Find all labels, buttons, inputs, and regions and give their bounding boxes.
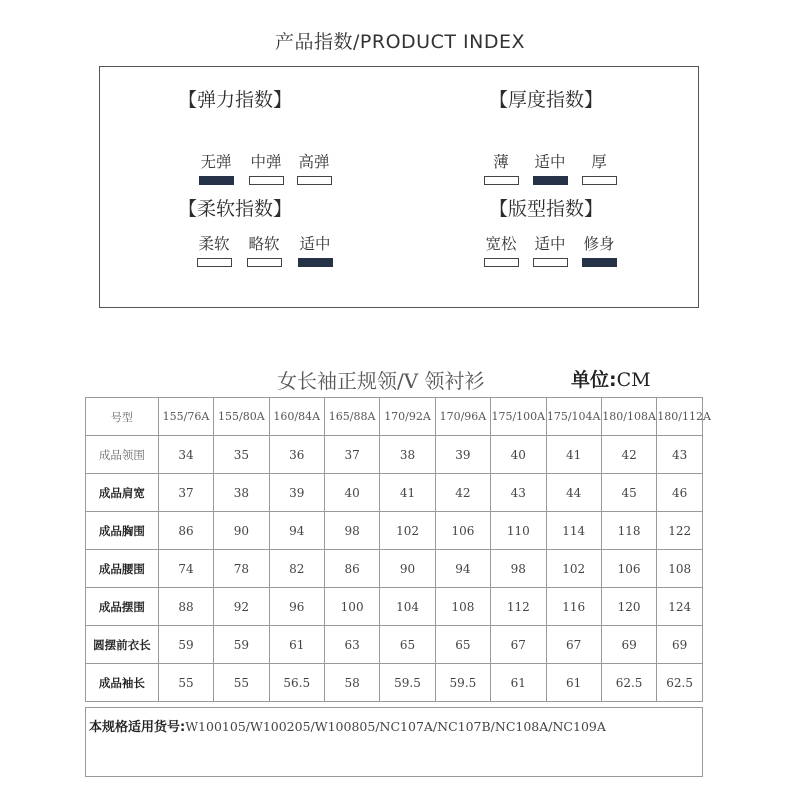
option-no-stretch: 无弹	[197, 152, 235, 185]
table-row	[86, 550, 703, 588]
table-cell: 74	[158, 550, 213, 588]
table-cell: 114	[546, 512, 601, 550]
indicator-bar	[249, 176, 284, 185]
table-cell: 100	[324, 588, 379, 626]
table-cell: 63	[324, 626, 379, 664]
table-cell: 46	[657, 474, 703, 512]
table-cell: 42	[435, 474, 490, 512]
header-cell: 180/112A	[657, 398, 703, 436]
table-cell: 34	[158, 436, 213, 474]
header-cell: 170/96A	[435, 398, 490, 436]
indicator-bar	[298, 258, 333, 267]
table-cell: 120	[601, 588, 656, 626]
table-cell: 112	[491, 588, 546, 626]
table-cell: 40	[324, 474, 379, 512]
option-moderate-softness: 适中	[296, 234, 334, 267]
table-cell: 44	[546, 474, 601, 512]
table-cell: 82	[269, 550, 324, 588]
table-row	[86, 626, 703, 664]
option-moderate-thickness: 适中	[531, 152, 569, 185]
table-cell: 41	[546, 436, 601, 474]
table-cell: 62.5	[601, 664, 656, 702]
table-cell: 94	[269, 512, 324, 550]
table-cell: 69	[657, 626, 703, 664]
note-value: W100105/W100205/W100805/NC107A/NC107B/NC108A/NC109A	[185, 719, 606, 734]
table-cell: 96	[269, 588, 324, 626]
header-cell: 170/92A	[380, 398, 435, 436]
table-cell: 86	[158, 512, 213, 550]
table-cell: 42	[601, 436, 656, 474]
table-row	[86, 474, 703, 512]
elasticity-index-title: 【弹力指数】	[177, 89, 292, 111]
table-cell: 110	[491, 512, 546, 550]
option-high-stretch: 高弹	[295, 152, 333, 185]
table-cell: 62.5	[657, 664, 703, 702]
indicator-bar	[297, 176, 332, 185]
table-cell: 118	[601, 512, 656, 550]
row-label: 成品腰围	[86, 550, 159, 588]
option-soft: 柔软	[195, 234, 233, 267]
table-cell: 94	[435, 550, 490, 588]
table-cell: 38	[380, 436, 435, 474]
table-cell: 59.5	[380, 664, 435, 702]
table-row	[86, 664, 703, 702]
header-cell: 160/84A	[269, 398, 324, 436]
header-cell: 165/88A	[324, 398, 379, 436]
header-cell-size: 号型	[86, 398, 159, 436]
table-cell: 102	[546, 550, 601, 588]
table-cell: 98	[324, 512, 379, 550]
table-cell: 41	[380, 474, 435, 512]
table-cell: 59	[158, 626, 213, 664]
size-chart-table	[85, 397, 711, 702]
table-cell: 106	[435, 512, 490, 550]
table-cell: 92	[214, 588, 269, 626]
table-cell: 102	[380, 512, 435, 550]
header-cell: 155/76A	[158, 398, 213, 436]
option-slightly-soft: 略软	[245, 234, 283, 267]
table-row	[86, 588, 703, 626]
table-cell: 37	[324, 436, 379, 474]
thickness-index	[416, 86, 676, 171]
unit-label	[571, 365, 651, 392]
table-cell: 61	[546, 664, 601, 702]
table-cell: 43	[491, 474, 546, 512]
softness-index-title: 【柔软指数】	[177, 198, 292, 220]
header-cell: 175/104A	[546, 398, 601, 436]
table-cell: 86	[324, 550, 379, 588]
table-cell: 90	[214, 512, 269, 550]
fit-index-title: 【版型指数】	[488, 198, 603, 220]
row-label: 成品摆围	[86, 588, 159, 626]
table-cell: 43	[657, 436, 703, 474]
table-cell: 59.5	[435, 664, 490, 702]
table-cell: 39	[269, 474, 324, 512]
table-cell: 39	[435, 436, 490, 474]
table-cell: 65	[380, 626, 435, 664]
indicator-bar	[582, 258, 617, 267]
table-cell: 61	[491, 664, 546, 702]
row-label: 成品胸围	[86, 512, 159, 550]
option-loose: 宽松	[482, 234, 520, 267]
header-cell: 175/100A	[491, 398, 546, 436]
table-cell: 78	[214, 550, 269, 588]
elasticity-index	[105, 86, 365, 171]
table-cell: 69	[601, 626, 656, 664]
table-cell: 55	[158, 664, 213, 702]
product-index-panel	[99, 66, 699, 308]
table-row	[86, 512, 703, 550]
table-cell: 88	[158, 588, 213, 626]
header-cell: 180/108A	[601, 398, 656, 436]
option-thin: 薄	[482, 152, 520, 185]
table-cell: 59	[214, 626, 269, 664]
table-row	[86, 436, 703, 474]
table-cell: 116	[546, 588, 601, 626]
indicator-bar	[533, 176, 568, 185]
table-cell: 40	[491, 436, 546, 474]
table-cell: 38	[214, 474, 269, 512]
note-label: 本规格适用货号:	[89, 720, 186, 735]
indicator-bar	[247, 258, 282, 267]
row-label: 成品肩宽	[86, 474, 159, 512]
table-cell: 67	[491, 626, 546, 664]
table-cell: 58	[324, 664, 379, 702]
unit-value: CM	[616, 369, 651, 391]
table-cell: 108	[435, 588, 490, 626]
indicator-bar	[533, 258, 568, 267]
table-cell: 55	[214, 664, 269, 702]
fit-index	[416, 195, 676, 253]
table-cell: 122	[657, 512, 703, 550]
option-thick: 厚	[580, 152, 618, 185]
option-medium-stretch: 中弹	[247, 152, 285, 185]
size-table-title: 女长袖正规领/V 领衬衫	[277, 369, 485, 393]
table-cell: 124	[657, 588, 703, 626]
table-header-row	[86, 398, 703, 436]
table-cell: 65	[435, 626, 490, 664]
row-label: 成品领围	[86, 436, 159, 474]
option-regular-fit: 适中	[531, 234, 569, 267]
table-cell: 106	[601, 550, 656, 588]
indicator-bar	[582, 176, 617, 185]
unit-label-text: 单位:	[571, 369, 617, 391]
table-cell: 35	[214, 436, 269, 474]
table-cell: 104	[380, 588, 435, 626]
table-cell: 67	[546, 626, 601, 664]
indicator-bar	[199, 176, 234, 185]
row-label: 成品袖长	[86, 664, 159, 702]
indicator-bar	[484, 258, 519, 267]
table-cell: 108	[657, 550, 703, 588]
thickness-index-title: 【厚度指数】	[488, 89, 603, 111]
table-cell: 90	[380, 550, 435, 588]
softness-index	[105, 195, 365, 253]
table-cell: 45	[601, 474, 656, 512]
table-cell: 98	[491, 550, 546, 588]
header-cell: 155/80A	[214, 398, 269, 436]
row-label: 圆摆前衣长	[86, 626, 159, 664]
option-slim-fit: 修身	[580, 234, 618, 267]
product-index-title: 产品指数/PRODUCT INDEX	[275, 31, 525, 53]
applicable-items-note	[85, 707, 703, 777]
indicator-bar	[484, 176, 519, 185]
table-cell: 37	[158, 474, 213, 512]
table-cell: 61	[269, 626, 324, 664]
table-cell: 36	[269, 436, 324, 474]
indicator-bar	[197, 258, 232, 267]
table-cell: 56.5	[269, 664, 324, 702]
